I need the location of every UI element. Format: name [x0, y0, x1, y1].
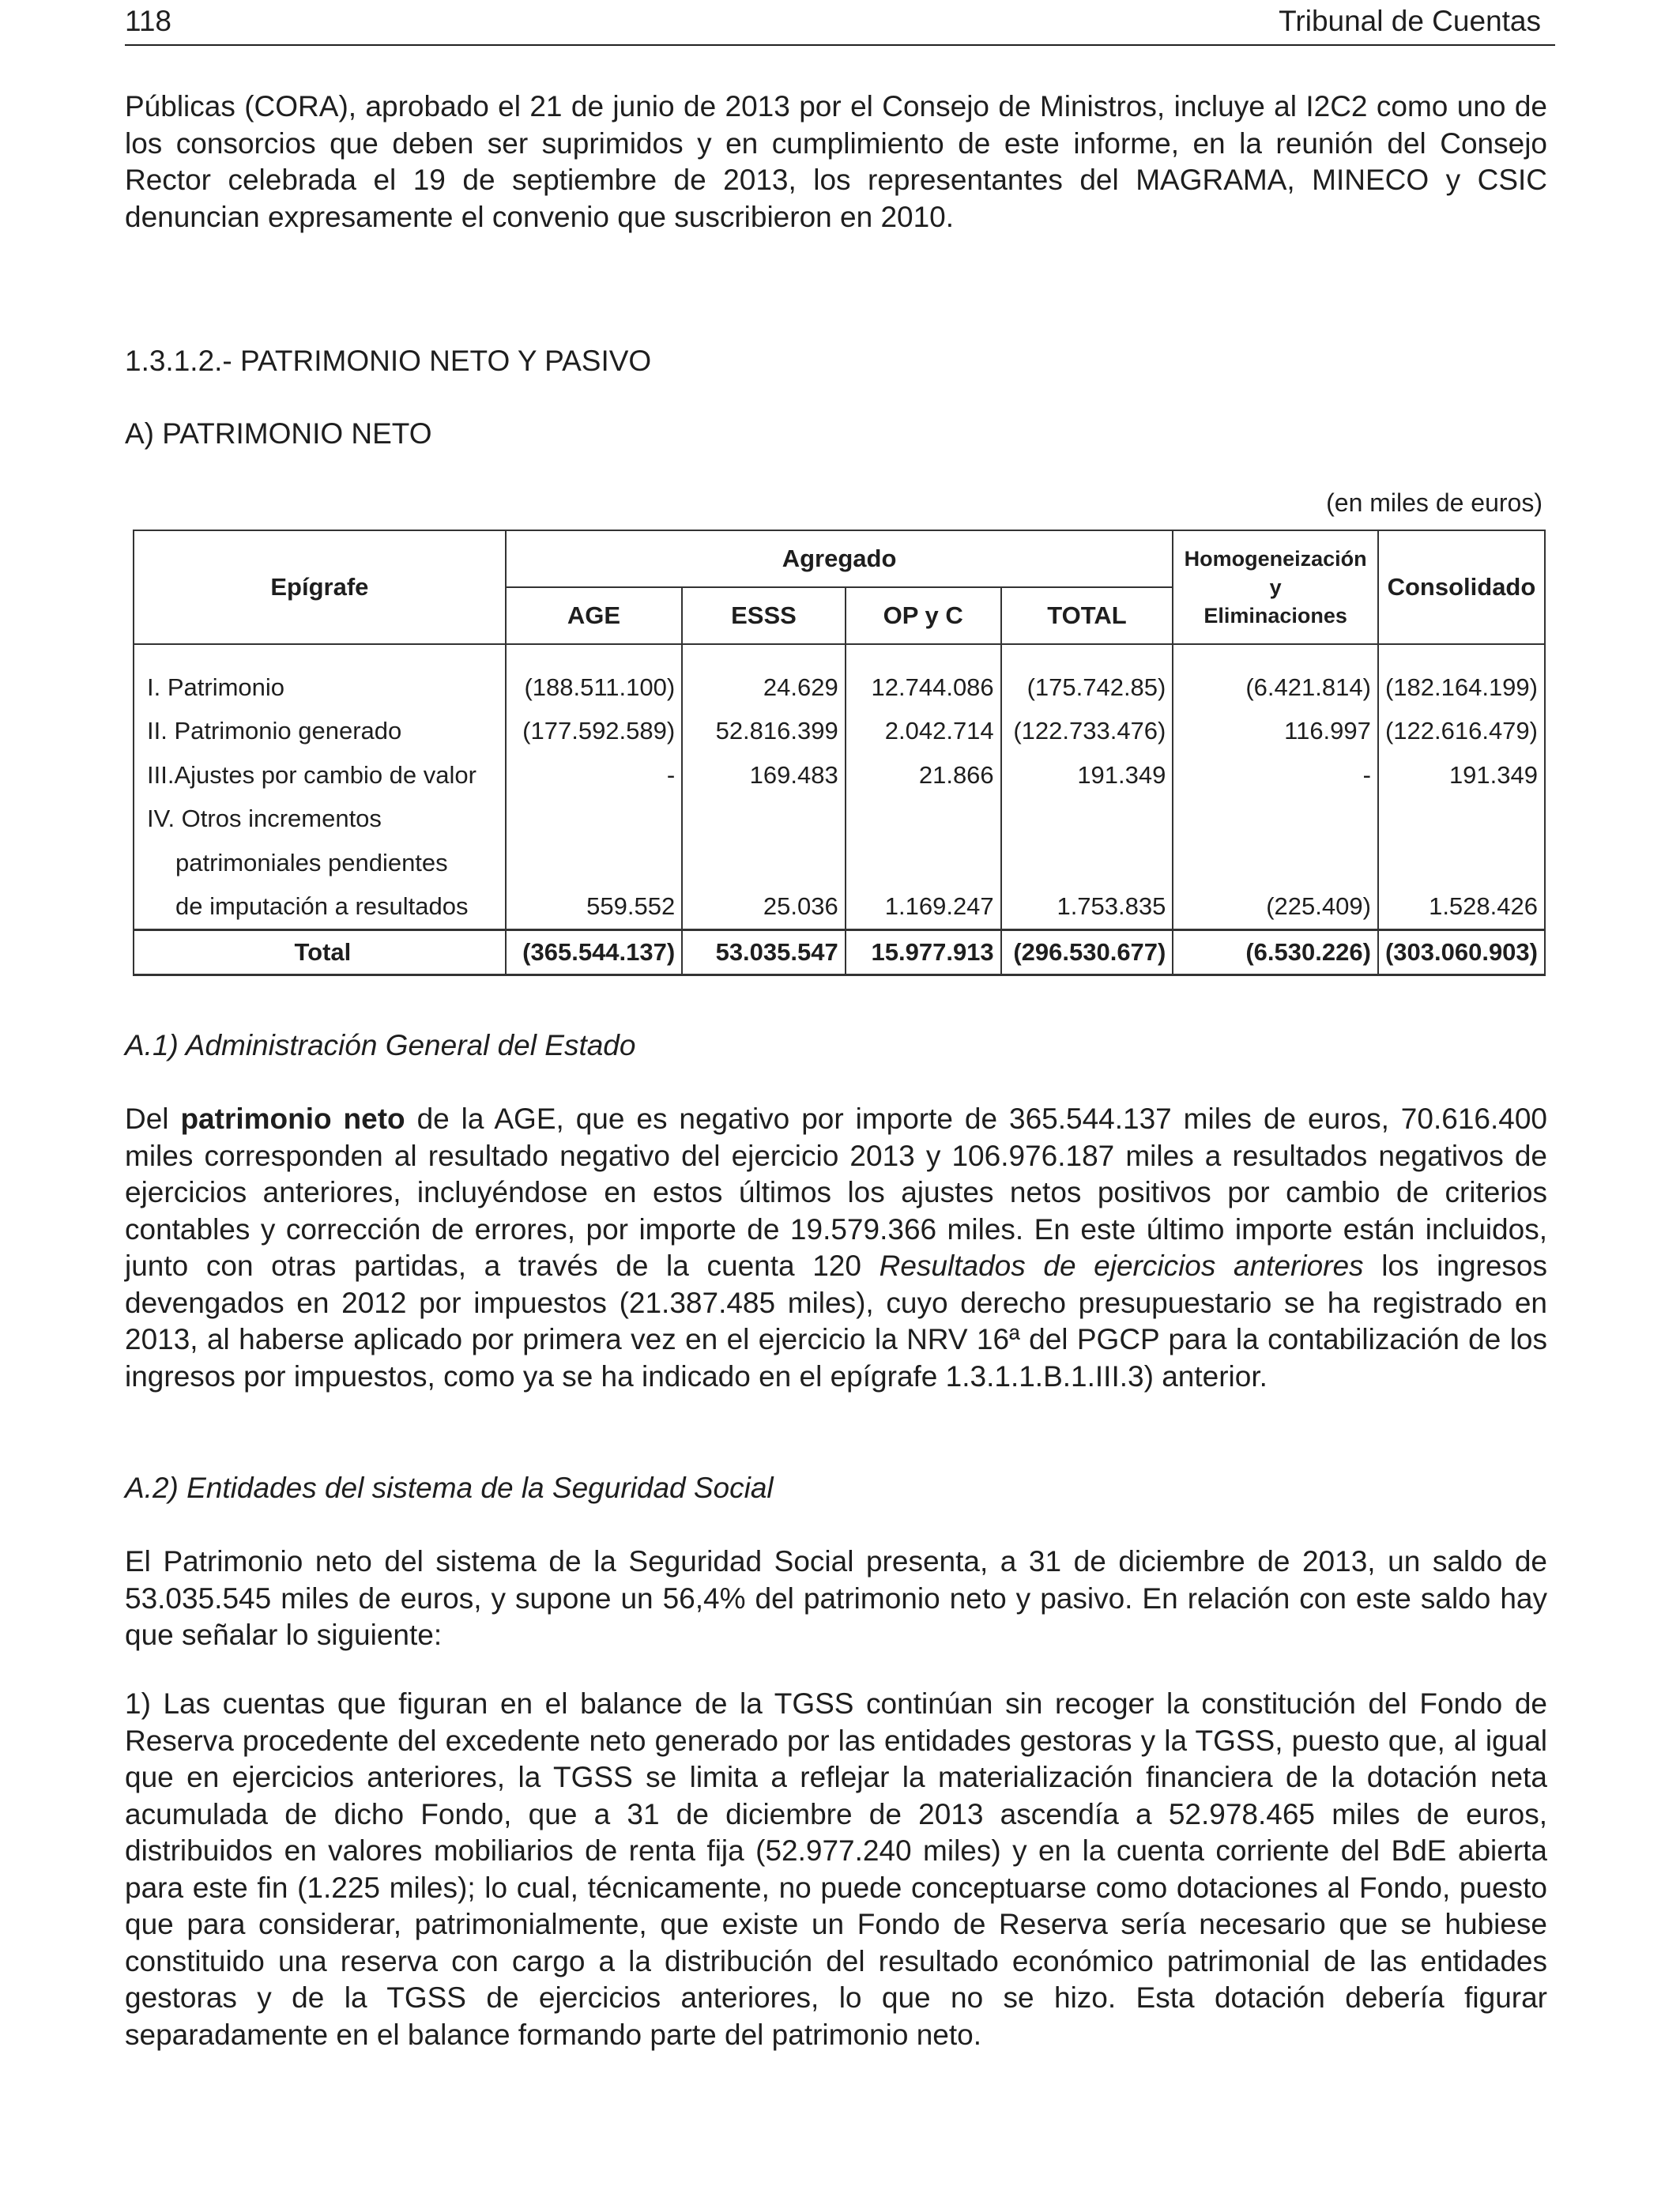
table-row	[134, 710, 1545, 754]
table-row	[134, 885, 1545, 930]
cell-opyc: 15.977.913	[846, 930, 1001, 975]
header-homog-line1: Homogeneización	[1184, 547, 1367, 571]
cell-age: (188.511.100)	[506, 644, 682, 710]
header-homog-line2: y	[1269, 575, 1282, 599]
running-title: Tribunal de Cuentas	[1279, 5, 1541, 37]
table-total-row	[134, 930, 1545, 975]
row-label: I. Patrimonio	[134, 644, 506, 710]
header-esss: ESSS	[682, 587, 846, 644]
a2-heading: A.2) Entidades del sistema de la Seguridad Social	[125, 1472, 774, 1504]
cell-esss: 53.035.547	[682, 930, 846, 975]
cell-age: (177.592.589)	[506, 710, 682, 754]
cell-esss: 169.483	[682, 753, 846, 797]
cell-opyc: 1.169.247	[846, 885, 1001, 930]
cell-homog: (225.409)	[1173, 885, 1378, 930]
cell-consolidado: (303.060.903)	[1378, 930, 1545, 975]
patrimonio-neto-table	[133, 530, 1546, 976]
cell-homog: -	[1173, 753, 1378, 797]
a2-paragraph-2: 1) Las cuentas que figuran en el balance de la TGSS continúan sin recoger la constitución del Fondo de Reserva procedente del excedente neto generado por las entidades gestoras y la TGSS, puesto que, al igual que en ejercicios anteriores, la TGSS se limita a reflejar la materialización financiera de la dotación neta acumulada de dicho Fondo, que a 31 de diciembre de 2013 ascendía a 52.978.465 miles de euros, distribuidos en valores mobiliarios de renta fija (52.977.240 miles) y en la cuenta corriente del BdE abierta para este fin (1.225 miles); lo cual, técnicamente, no puede conceptuarse como dotaciones al Fondo, puesto que para considerar, patrimonialmente, que existe un Fondo de Reserva sería necesario que se hubiese constituido una reserva con cargo a la distribución del resultado económico patrimonial de las entidades gestoras y de la TGSS de ejercicios anteriores, lo que no se hizo. Esta dotación debería figurar separadamente en el balance formando parte del patrimonio neto.	[125, 1687, 1547, 2051]
a2-paragraph-1: El Patrimonio neto del sistema de la Seguridad Social presenta, a 31 de diciembre de 2013, un saldo de 53.035.545 miles de euros, y supone un 56,4% del patrimonio neto y pasivo. En relación con este saldo hay que señalar lo siguiente:	[125, 1545, 1547, 1651]
header-agregado: Agregado	[506, 530, 1173, 587]
a1-paragraph	[125, 1101, 1547, 1395]
cell-total: (296.530.677)	[1001, 930, 1173, 975]
cell-total: (175.742.85)	[1001, 644, 1173, 710]
row-label: III.Ajustes por cambio de valor	[134, 753, 506, 797]
cell-esss: 25.036	[682, 885, 846, 930]
cell-opyc: 21.866	[846, 753, 1001, 797]
header-total: TOTAL	[1001, 587, 1173, 644]
cell-total: 1.753.835	[1001, 885, 1173, 930]
cell-age: 559.552	[506, 885, 682, 930]
cell-esss: 24.629	[682, 644, 846, 710]
cell-esss: 52.816.399	[682, 710, 846, 754]
table-row	[134, 841, 1545, 885]
a1-heading: A.1) Administración General del Estado	[125, 1029, 636, 1061]
cell-opyc: 2.042.714	[846, 710, 1001, 754]
row-label-line3: de imputación a resultados	[134, 885, 506, 930]
cell-homog: 116.997	[1173, 710, 1378, 754]
cell-opyc: 12.744.086	[846, 644, 1001, 710]
cell-total: (122.733.476)	[1001, 710, 1173, 754]
table-row	[134, 753, 1545, 797]
table-row	[134, 797, 1545, 842]
header-age: AGE	[506, 587, 682, 644]
cell-age: (365.544.137)	[506, 930, 682, 975]
a1-text-bold: patrimonio neto	[180, 1103, 405, 1135]
table-row	[134, 644, 1545, 710]
cell-consolidado: (182.164.199)	[1378, 644, 1545, 710]
intro-paragraph: Públicas (CORA), aprobado el 21 de junio de 2013 por el Consejo de Ministros, incluye al I2C2 como uno de los consorcios que deben ser suprimidos y en cumplimiento de este informe, en la reunión del Consejo Rector celebrada el 19 de septiembre de 2013, los representantes del MAGRAMA, MINECO y CSIC denuncian expresamente el convenio que suscribieron en 2010.	[125, 90, 1547, 233]
header-homog-line3: Eliminaciones	[1203, 604, 1347, 628]
cell-consolidado: 1.528.426	[1378, 885, 1545, 930]
row-label: Total	[134, 930, 506, 975]
section-heading: 1.3.1.2.- PATRIMONIO NETO Y PASIVO	[125, 345, 652, 377]
subsection-heading: A) PATRIMONIO NETO	[125, 417, 432, 450]
cell-consolidado: (122.616.479)	[1378, 710, 1545, 754]
page-number: 118	[125, 5, 171, 37]
row-label: IV. Otros incrementos	[134, 797, 506, 842]
a1-text-mid: de la AGE, que es negativo por importe de 365.544.137 miles de euros, 70.616.400 miles corresponden al resultado negativo del ejercicio 2013 y 106.976.187 miles a resultados negativos de ejercicios anteriores, incluyéndose en estos últimos los ajustes netos positivos por cambio de criterios contables y corrección de errores, por importe de 19.579.366 miles. En este último importe están incluidos, junto con otras partidas, a través de la cuenta 120	[125, 1103, 1547, 1282]
cell-total: 191.349	[1001, 753, 1173, 797]
header-homogeneizacion	[1173, 530, 1378, 644]
row-label: II. Patrimonio generado	[134, 710, 506, 754]
header-opyc: OP y C	[846, 587, 1001, 644]
a1-text-end: los ingresos devengados en 2012 por impuestos (21.387.485 miles), cuyo derecho presupuestario se ha registrado en 2013, al haberse aplicado por primera vez en el ejercicio la NRV 16ª del PGCP para la contabilización de los ingresos por impuestos, como ya se ha indicado en el epígrafe 1.3.1.1.B.1.III.3) anterior.	[125, 1250, 1547, 1393]
cell-homog: (6.530.226)	[1173, 930, 1378, 975]
a1-text-italic: Resultados de ejercicios anteriores	[879, 1250, 1364, 1282]
a1-text-start: Del	[125, 1103, 181, 1135]
cell-consolidado: 191.349	[1378, 753, 1545, 797]
page-header	[125, 0, 1555, 46]
cell-age: -	[506, 753, 682, 797]
cell-homog: (6.421.814)	[1173, 644, 1378, 710]
header-epigrafe: Epígrafe	[134, 530, 506, 644]
row-label-line2: patrimoniales pendientes	[134, 841, 506, 885]
unit-note: (en miles de euros)	[1326, 488, 1543, 517]
header-consolidado: Consolidado	[1378, 530, 1545, 644]
